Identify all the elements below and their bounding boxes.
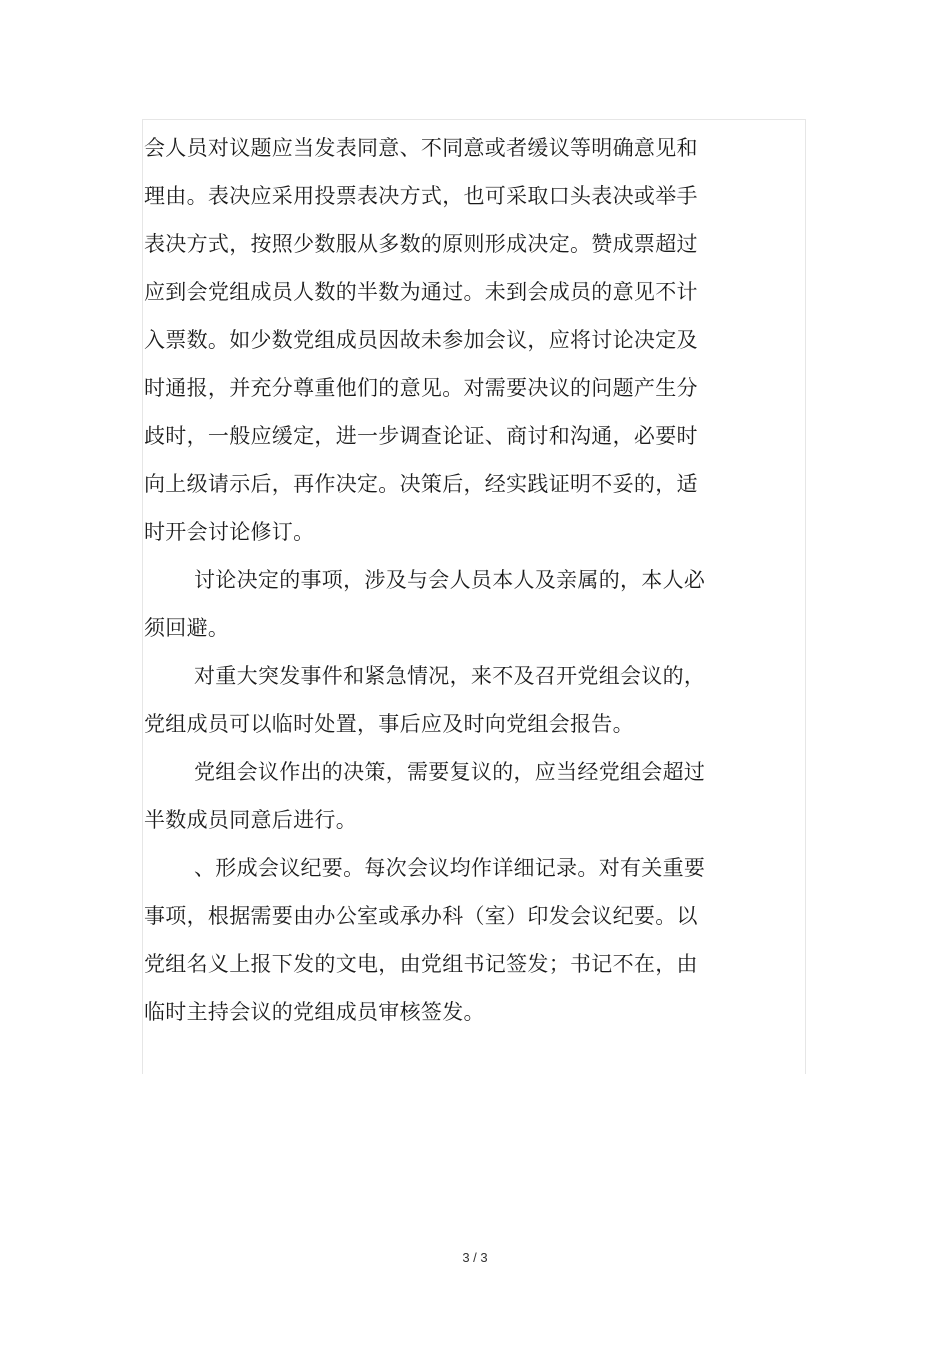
text-line: 党组成员可以临时处置，事后应及时向党组会报告。	[144, 712, 634, 736]
text-line: 时开会讨论修订。	[144, 520, 315, 544]
text-line: 须回避。	[144, 616, 230, 640]
text-line: 应到会党组成员人数的半数为通过。未到会成员的意见不计	[144, 280, 698, 304]
page-number: 3 / 3	[462, 1250, 488, 1265]
text-line: 表决方式，按照少数服从多数的原则形成决定。赞成票超过	[144, 232, 698, 256]
text-line: 半数成员同意后进行。	[144, 808, 357, 832]
paragraph-start-line: 对重大突发事件和紧急情况，来不及召开党组会议的，	[194, 664, 706, 688]
text-line: 向上级请示后，再作决定。决策后，经实践证明不妥的，适	[144, 472, 698, 496]
text-line: 理由。表决应采用投票表决方式，也可采取口头表决或举手	[144, 184, 698, 208]
text-line: 时通报，并充分尊重他们的意见。对需要决议的问题产生分	[144, 376, 698, 400]
text-line: 临时主持会议的党组成员审核签发。	[144, 1000, 485, 1024]
text-line: 事项，根据需要由办公室或承办科（室）印发会议纪要。以	[144, 904, 698, 928]
text-line: 会人员对议题应当发表同意、不同意或者缓议等明确意见和	[144, 136, 698, 160]
text-line: 党组名义上报下发的文电，由党组书记签发；书记不在，由	[144, 952, 698, 976]
document-body	[144, 124, 746, 1036]
text-line: 入票数。如少数党组成员因故未参加会议，应将讨论决定及	[144, 328, 698, 352]
paragraph-start-line: 党组会议作出的决策，需要复议的，应当经党组会超过	[194, 760, 706, 784]
paragraph-start-line: 讨论决定的事项，涉及与会人员本人及亲属的，本人必	[194, 568, 706, 592]
paragraph-start-line: 、形成会议纪要。每次会议均作详细记录。对有关重要	[194, 856, 706, 880]
text-line: 歧时，一般应缓定，进一步调查论证、商讨和沟通，必要时	[144, 424, 698, 448]
